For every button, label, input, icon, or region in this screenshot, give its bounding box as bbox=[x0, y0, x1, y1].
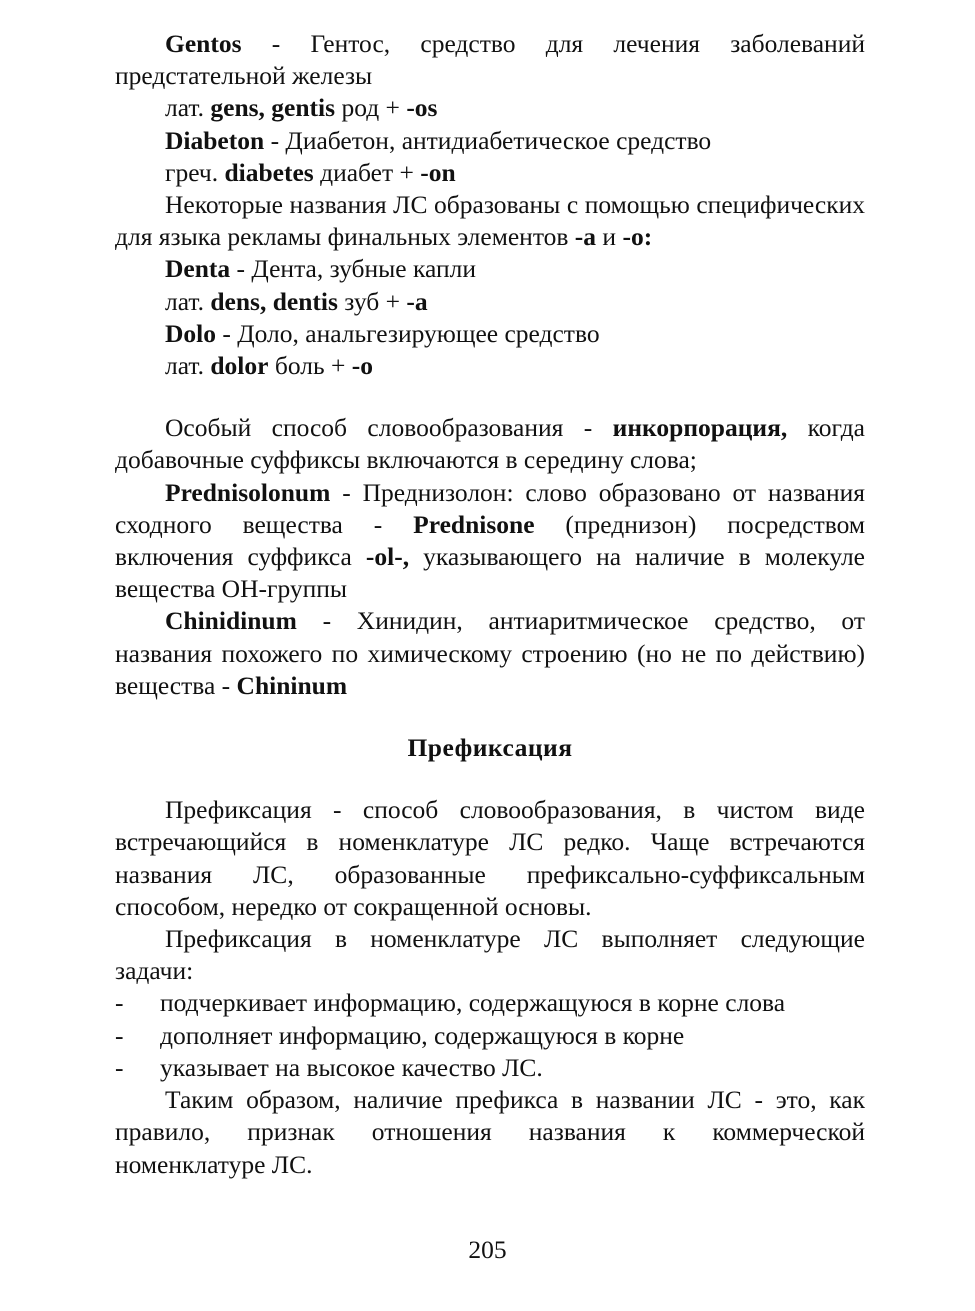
prefix-paragraph-1: Префиксация - способ словообразования, в чистом виде встречающийся в номенклатуре ЛС редко. Чаще встречаются названия ЛС, образованные префиксально-суффиксальным способом, нередко от сокращенной основы. bbox=[115, 795, 865, 921]
pred-suffix: -ol-, bbox=[365, 542, 410, 572]
list-marker: - bbox=[115, 1020, 124, 1050]
entry-diabeton bbox=[115, 125, 865, 157]
spacer bbox=[115, 382, 865, 412]
list-item bbox=[115, 1020, 865, 1052]
etym-lang: греч. bbox=[165, 157, 225, 187]
entry-gentos bbox=[115, 28, 865, 92]
prefix-paragraph-2: Префиксация в номенклатуре ЛС выполняет следующие задачи: bbox=[115, 924, 865, 986]
entry-chinidinum bbox=[115, 605, 865, 702]
etym-suffix: -os bbox=[406, 93, 438, 123]
intro-text: Некоторые названия ЛС образованы с помощью специфических для языка рекламы финальных элементов bbox=[115, 190, 865, 252]
etym-root: dolor bbox=[210, 351, 269, 381]
term-chinidinum: Chinidinum bbox=[165, 606, 297, 636]
entry-denta bbox=[115, 253, 865, 285]
intro-and: и bbox=[596, 222, 623, 252]
etym-suffix: -on bbox=[420, 157, 456, 187]
desc-dolo: - Доло, анальгезирующее средство bbox=[216, 318, 600, 348]
intro-suffix-a: -a bbox=[574, 222, 597, 252]
desc-gentos: - Гентос, средство для лечения заболеваний предстательной железы bbox=[115, 29, 865, 91]
pred-desc-end: указывающего на наличие в молекуле вещества ОН-группы bbox=[115, 542, 865, 604]
desc-diabeton: - Диабетон, антидиабетическое средство bbox=[264, 125, 712, 155]
list-item bbox=[115, 1052, 865, 1084]
list-item-text: указывает на высокое качество ЛС. bbox=[160, 1052, 543, 1082]
page-number: 205 bbox=[468, 1235, 507, 1264]
etym-gloss: род + bbox=[335, 93, 407, 123]
incorp-term: инкорпорация, bbox=[612, 413, 788, 443]
etym-root: gens, gentis bbox=[210, 93, 336, 123]
incorporation-paragraph bbox=[115, 412, 865, 476]
list-item-text: подчеркивает информацию, содержащуюся в корне слова bbox=[160, 988, 786, 1018]
term-chininum: Chininum bbox=[236, 670, 348, 700]
intro-paragraph bbox=[115, 189, 865, 253]
prefix-paragraph-3: Таким образом, наличие префикса в названии ЛС - это, как правило, признак отношения названия к коммерческой номенклатуре ЛС. bbox=[115, 1085, 865, 1179]
etym-lang: лат. bbox=[165, 93, 211, 123]
pred-desc: - Преднизолон: слово образовано от названия сходного вещества - bbox=[115, 477, 865, 539]
entry-dolo bbox=[115, 318, 865, 350]
etym-gloss: диабет + bbox=[313, 157, 421, 187]
incorp-text: Особый способ словообразования - bbox=[165, 413, 613, 443]
etym-suffix: -a bbox=[406, 286, 428, 316]
list-item bbox=[115, 987, 865, 1019]
etymology-diabeton bbox=[115, 157, 865, 189]
etym-root: dens, dentis bbox=[210, 286, 338, 316]
etymology-denta bbox=[115, 286, 865, 318]
term-prednisone: Prednisone bbox=[413, 509, 535, 539]
term-prednisolonum: Prednisolonum bbox=[165, 477, 331, 507]
term-dolo: Dolo bbox=[165, 318, 216, 348]
etymology-gentos bbox=[115, 92, 865, 124]
section-heading: Префиксация bbox=[407, 733, 573, 763]
etym-lang: лат. bbox=[165, 286, 211, 316]
list-marker: - bbox=[115, 1052, 124, 1082]
spacer bbox=[115, 764, 865, 794]
etym-suffix: -o bbox=[351, 351, 373, 381]
etymology-dolo bbox=[115, 350, 865, 382]
etym-root: diabetes bbox=[224, 157, 314, 187]
term-gentos: Gentos bbox=[165, 29, 242, 58]
spacer bbox=[115, 702, 865, 732]
entry-prednisolonum bbox=[115, 477, 865, 606]
chin-desc: - Хинидин, антиаритмическое средство, от названия похожего по химическому строению (но не по действию) вещества - bbox=[115, 606, 865, 700]
incorp-text-end: когда добавочные суффиксы включаются в середину слова; bbox=[115, 413, 865, 475]
etym-gloss: боль + bbox=[268, 351, 352, 381]
desc-denta: - Дента, зубные капли bbox=[230, 254, 477, 284]
term-diabeton: Diabeton bbox=[165, 125, 265, 155]
document-body bbox=[115, 28, 865, 1181]
term-denta: Denta bbox=[165, 254, 231, 284]
list-item-text: дополняет информацию, содержащуюся в корне bbox=[160, 1020, 685, 1050]
etym-gloss: зуб + bbox=[337, 286, 407, 316]
etym-lang: лат. bbox=[165, 351, 211, 381]
pred-desc-2: (преднизон) посредством включения суффикса bbox=[115, 509, 866, 572]
intro-suffix-o: -o: bbox=[622, 222, 653, 252]
list-marker: - bbox=[115, 988, 124, 1018]
